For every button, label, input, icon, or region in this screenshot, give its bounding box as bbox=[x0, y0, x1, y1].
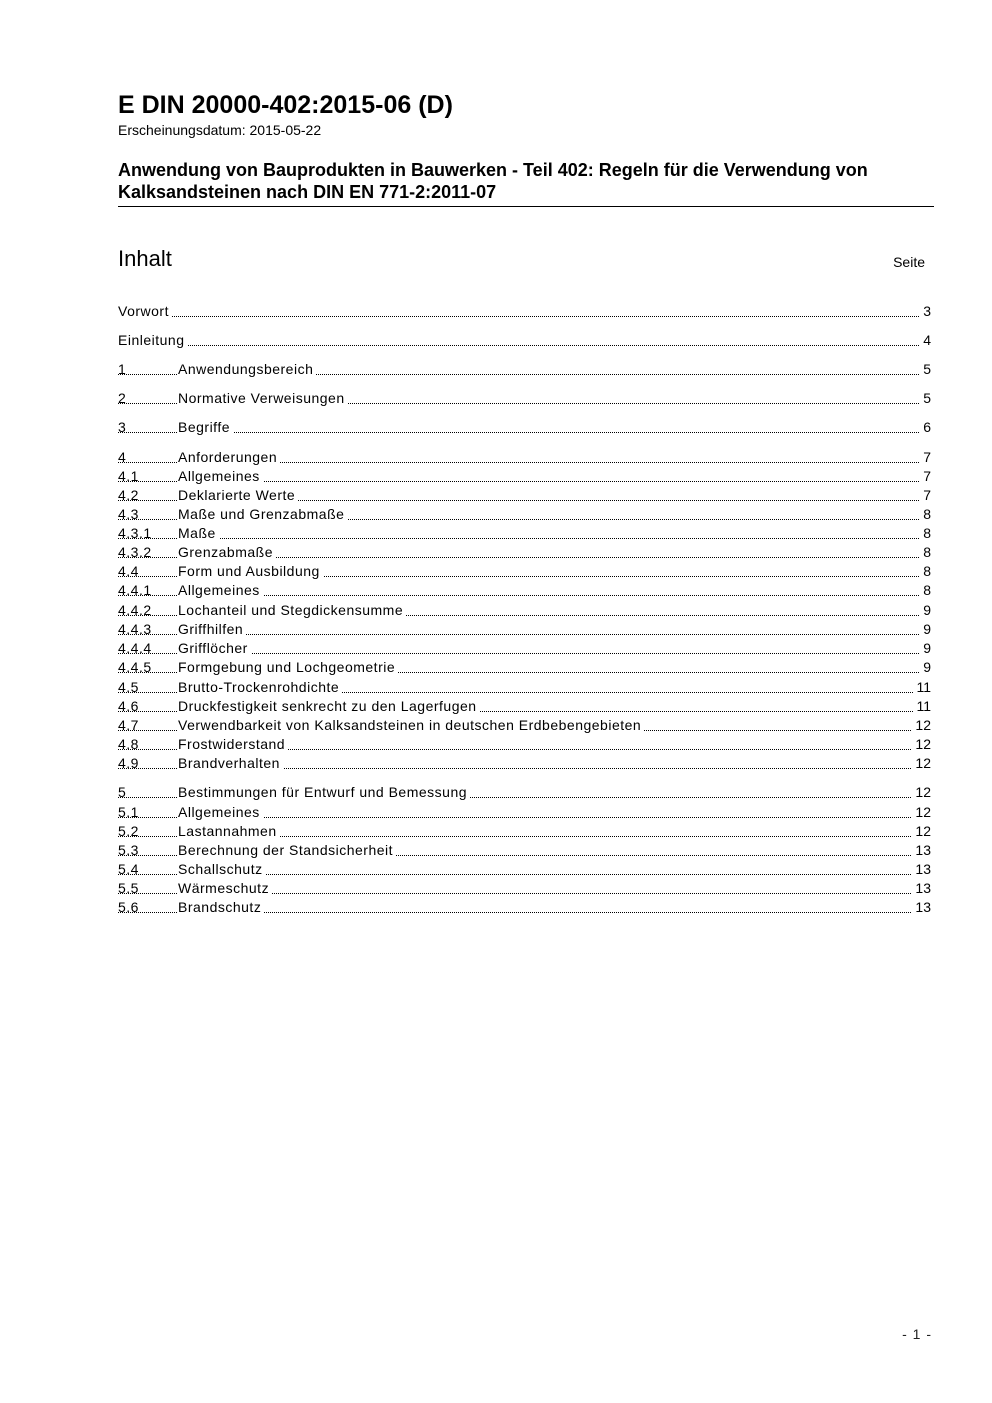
toc-entry-title: Allgemeines bbox=[178, 581, 263, 600]
toc-dot-leader bbox=[118, 316, 931, 317]
toc-entry-number: 4.3.2 bbox=[118, 543, 178, 562]
toc-entry[interactable] bbox=[118, 360, 931, 379]
toc-entry-page: 12 bbox=[912, 783, 931, 802]
toc-entry-page: 7 bbox=[920, 448, 931, 467]
toc-entry-page: 13 bbox=[912, 898, 931, 917]
toc-entry-title: Maße und Grenzabmaße bbox=[178, 505, 347, 524]
toc-entry-title: Grifflöcher bbox=[178, 639, 251, 658]
toc-entry-page: 11 bbox=[913, 697, 931, 716]
toc-entry-page: 8 bbox=[920, 581, 931, 600]
toc-entry[interactable] bbox=[118, 486, 931, 505]
toc-entry[interactable] bbox=[118, 898, 931, 917]
toc-entry-page: 12 bbox=[912, 822, 931, 841]
toc-entry-page: 9 bbox=[920, 658, 931, 677]
toc-entry-page: 5 bbox=[920, 360, 931, 379]
toc-dot-leader bbox=[118, 538, 931, 539]
toc-entry-page: 9 bbox=[920, 601, 931, 620]
toc-entry-title: Allgemeines bbox=[178, 467, 263, 486]
toc-entry[interactable] bbox=[118, 448, 931, 467]
toc-entry[interactable] bbox=[118, 467, 931, 486]
toc-entry[interactable] bbox=[118, 505, 931, 524]
toc-entry-number: 5.3 bbox=[118, 841, 178, 860]
toc-entry-title: Form und Ausbildung bbox=[178, 562, 323, 581]
toc-entry-number: 5.6 bbox=[118, 898, 178, 917]
toc-entry[interactable] bbox=[118, 860, 931, 879]
toc-entry[interactable] bbox=[118, 331, 931, 350]
toc-entry-title: Begriffe bbox=[178, 418, 233, 437]
toc-entry-number: 4.3.1 bbox=[118, 524, 178, 543]
toc-entry-title: Allgemeines bbox=[178, 803, 263, 822]
toc-entry-page: 7 bbox=[920, 467, 931, 486]
toc-entry-title: Grenzabmaße bbox=[178, 543, 276, 562]
toc-entry-number: 4.1 bbox=[118, 467, 178, 486]
toc-entry-title: Einleitung bbox=[118, 331, 188, 350]
toc-entry-number: 5.2 bbox=[118, 822, 178, 841]
toc-entry-number: 2 bbox=[118, 389, 178, 408]
toc-entry[interactable] bbox=[118, 754, 931, 773]
toc-entry-page: 13 bbox=[912, 841, 931, 860]
toc-entry-title: Verwendbarkeit von Kalksandsteinen in deutschen Erdbebengebieten bbox=[178, 716, 644, 735]
toc-entry[interactable] bbox=[118, 389, 931, 408]
toc-entry-title: Lochanteil und Stegdickensumme bbox=[178, 601, 406, 620]
toc-entry-number: 4.4.1 bbox=[118, 581, 178, 600]
toc-entry-page: 9 bbox=[920, 620, 931, 639]
toc-entry-number: 4.7 bbox=[118, 716, 178, 735]
toc-dot-leader bbox=[118, 345, 931, 346]
toc-entry[interactable] bbox=[118, 716, 931, 735]
toc-entry-number: 5.1 bbox=[118, 803, 178, 822]
toc-entry-title: Anforderungen bbox=[178, 448, 280, 467]
toc-entry-title: Bestimmungen für Entwurf und Bemessung bbox=[178, 783, 470, 802]
toc-entry-page: 13 bbox=[912, 860, 931, 879]
toc-entry[interactable] bbox=[118, 620, 931, 639]
publication-date: Erscheinungsdatum: 2015-05-22 bbox=[118, 122, 322, 138]
toc-entry-title: Maße bbox=[178, 524, 219, 543]
toc-dot-leader bbox=[118, 432, 931, 433]
toc-entry-page: 8 bbox=[920, 524, 931, 543]
toc-entry-number: 4.3 bbox=[118, 505, 178, 524]
toc-entry-title: Frostwiderstand bbox=[178, 735, 288, 754]
toc-entry-number: 4.4.4 bbox=[118, 639, 178, 658]
toc-entry-number: 4.4 bbox=[118, 562, 178, 581]
toc-entry-title: Wärmeschutz bbox=[178, 879, 272, 898]
document-id: E DIN 20000-402:2015-06 (D) bbox=[118, 91, 453, 119]
toc-entry[interactable] bbox=[118, 803, 931, 822]
toc-entry[interactable] bbox=[118, 697, 931, 716]
toc-entry[interactable] bbox=[118, 524, 931, 543]
toc-entry-title: Brandverhalten bbox=[178, 754, 283, 773]
toc-entry-number: 4.5 bbox=[118, 678, 178, 697]
toc-entry[interactable] bbox=[118, 658, 931, 677]
toc-entry-number: 5.5 bbox=[118, 879, 178, 898]
toc-entry-page: 4 bbox=[920, 331, 931, 350]
toc-entry-number: 3 bbox=[118, 418, 178, 437]
toc-entry[interactable] bbox=[118, 562, 931, 581]
toc-entry-page: 3 bbox=[920, 302, 931, 321]
toc-entry-number: 4.4.3 bbox=[118, 620, 178, 639]
toc-entry[interactable] bbox=[118, 601, 931, 620]
toc-entry-number: 4.6 bbox=[118, 697, 178, 716]
toc-entry-page: 5 bbox=[920, 389, 931, 408]
toc-page-column-label: Seite bbox=[893, 254, 925, 270]
toc-entry-title: Berechnung der Standsicherheit bbox=[178, 841, 396, 860]
toc-entry-number: 4.9 bbox=[118, 754, 178, 773]
toc-entry-title: Brandschutz bbox=[178, 898, 264, 917]
toc-entry[interactable] bbox=[118, 783, 931, 802]
toc-entry[interactable] bbox=[118, 543, 931, 562]
toc-entry[interactable] bbox=[118, 678, 931, 697]
toc-heading: Inhalt bbox=[118, 246, 172, 271]
toc-entry-title: Griffhilfen bbox=[178, 620, 246, 639]
toc-entry-title: Vorwort bbox=[118, 302, 172, 321]
document-title: Anwendung von Bauprodukten in Bauwerken - Teil 402: Regeln für die Verwendung von Kalksandsteinen nach DIN EN 771-2:2011-07 bbox=[118, 160, 868, 202]
toc-entry-page: 6 bbox=[920, 418, 931, 437]
toc-entry-title: Druckfestigkeit senkrecht zu den Lagerfugen bbox=[178, 697, 480, 716]
toc-entry-title: Anwendungsbereich bbox=[178, 360, 316, 379]
toc-entry-page: 9 bbox=[920, 639, 931, 658]
toc-entry[interactable] bbox=[118, 822, 931, 841]
toc-entry-number: 1 bbox=[118, 360, 178, 379]
toc-entry-page: 11 bbox=[913, 678, 931, 697]
toc-entry-title: Normative Verweisungen bbox=[178, 389, 348, 408]
toc-entry-page: 8 bbox=[920, 543, 931, 562]
toc-entry-number: 5 bbox=[118, 783, 178, 802]
toc-entry-title: Formgebung und Lochgeometrie bbox=[178, 658, 398, 677]
toc-entry-title: Lastannahmen bbox=[178, 822, 280, 841]
toc-entry-page: 8 bbox=[920, 505, 931, 524]
toc-entry-number: 4.2 bbox=[118, 486, 178, 505]
toc-entry-number: 5.4 bbox=[118, 860, 178, 879]
toc-entry-page: 8 bbox=[920, 562, 931, 581]
toc-entry-number: 4.4.5 bbox=[118, 658, 178, 677]
toc-entry[interactable] bbox=[118, 302, 931, 321]
toc-entry-page: 12 bbox=[912, 716, 931, 735]
page-number: - 1 - bbox=[902, 1326, 932, 1342]
title-divider bbox=[118, 206, 934, 207]
toc-entry-title: Schallschutz bbox=[178, 860, 266, 879]
toc-entry-number: 4.4.2 bbox=[118, 601, 178, 620]
toc-entry-page: 13 bbox=[912, 879, 931, 898]
toc-entry-page: 12 bbox=[912, 735, 931, 754]
toc-entry-title: Brutto-Trockenrohdichte bbox=[178, 678, 342, 697]
toc-entry-page: 7 bbox=[920, 486, 931, 505]
toc-entry-number: 4.8 bbox=[118, 735, 178, 754]
toc-entry[interactable] bbox=[118, 841, 931, 860]
toc-entry-title: Deklarierte Werte bbox=[178, 486, 298, 505]
toc-entry-number: 4 bbox=[118, 448, 178, 467]
toc-entry[interactable] bbox=[118, 639, 931, 658]
toc-entry[interactable] bbox=[118, 879, 931, 898]
toc-entry[interactable] bbox=[118, 418, 931, 437]
toc-entry[interactable] bbox=[118, 581, 931, 600]
toc-entry[interactable] bbox=[118, 735, 931, 754]
toc-entry-page: 12 bbox=[912, 803, 931, 822]
toc-entry-page: 12 bbox=[912, 754, 931, 773]
